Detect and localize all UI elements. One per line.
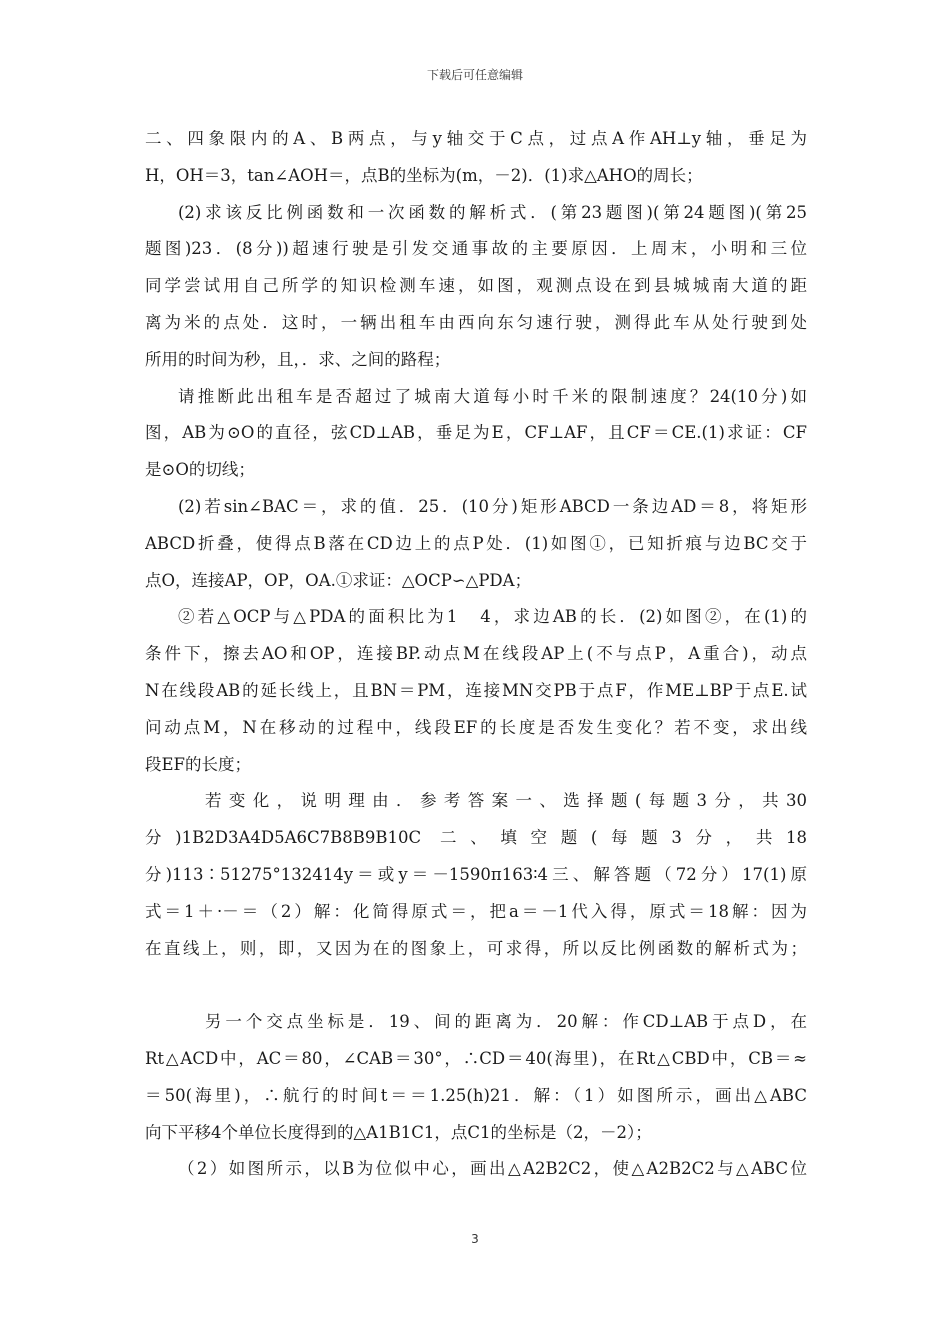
text-line: 条件下，擦去AO和OP，连接BP.动点M在线段AP上(不与点P，A重合)，动点	[145, 644, 807, 664]
text-line: 若变化，说明理由．参考答案一、选择题(每题3分，共30	[205, 791, 807, 811]
text-line: 图，AB为⊙O的直径，弦CD⊥AB，垂足为E，CF⊥AF，且CF＝CE.(1)求证：CF	[145, 423, 807, 443]
text-line: Rt△ACD中，AC＝80，∠CAB＝30°，∴CD＝40(海里)，在Rt△CBD中，CB＝≈	[145, 1048, 807, 1068]
text-line: 同学尝试用自己所学的知识检测车速，如图，观测点设在到县城城南大道的距	[145, 276, 807, 296]
page-header: 下载后可任意编辑	[426, 68, 523, 82]
text-line: 分)113∶51275°132414y＝或y＝－1590π163∶4三、解答题（72分）17(1)原	[145, 864, 807, 884]
text-line: 点O，连接AP，OP，OA.①求证：△OCP∽△PDA；	[145, 570, 532, 590]
text-line: ②若△OCP与△PDA的面积比为1 4，求边AB的长．(2)如图②，在(1)的	[178, 607, 807, 627]
text-line: 是⊙O的切线；	[145, 460, 255, 480]
text-line: (2)求该反比例函数和一次函数的解析式．(第23题图)(第24题图)(第25	[178, 202, 807, 222]
text-line: 分)1B2D3A4D5A6C7B8B9B10C 二、填空题(每题3分，共18	[145, 828, 807, 848]
text-line: N在线段AB的延长线上，且BN＝PM，连接MN交PB于点F，作ME⊥BP于点E.试	[145, 680, 807, 700]
document-body	[145, 121, 807, 1188]
text-line: 所用的时间为秒，且，．求、之间的路程；	[145, 349, 451, 369]
text-line: 另一个交点坐标是．19、间的距离为．20解：作CD⊥AB于点D，在	[205, 1012, 807, 1032]
text-line: 段EF的长度；	[145, 754, 251, 774]
text-line: 式＝1＋·－＝（2）解：化简得原式＝，把a＝－1代入得，原式＝18解：因为	[145, 901, 807, 921]
text-line: （2）如图所示，以B为位似中心，画出△A2B2C2，使△A2B2C2与△ABC位	[178, 1159, 807, 1179]
text-line: H，OH＝3，tan∠AOH＝，点B的坐标为(m，－2)．(1)求△AHO的周长；	[145, 165, 703, 185]
text-line: 向下平移4个单位长度得到的△A1B1C1，点C1的坐标是（2，－2）；	[145, 1122, 652, 1142]
text-line: 在直线上，则，即，又因为在的图象上，可求得，所以反比例函数的解析式为；	[145, 938, 807, 958]
text-line: (2)若sin∠BAC＝，求的值．25．(10分)矩形ABCD一条边AD＝8，将矩形	[178, 496, 807, 516]
text-line: 二、四象限内的A、B两点，与y轴交于C点，过点A作AH⊥y轴，垂足为	[145, 129, 807, 148]
text-line: 离为米的点处．这时，一辆出租车由西向东匀速行驶，测得此车从处行驶到处	[145, 312, 807, 332]
page-number: 3	[471, 1232, 479, 1246]
text-line: ABCD折叠，使得点B落在CD边上的点P处．(1)如图①，已知折痕与边BC交于	[145, 533, 807, 553]
text-line: 题图)23．(8分))超速行驶是引发交通事故的主要原因．上周末，小明和三位	[145, 239, 807, 259]
text-line: ＝50(海里)，∴航行的时间t＝＝1.25(h)21．解：（1）如图所示，画出△ABC	[145, 1085, 807, 1105]
text-line: 请推断此出租车是否超过了城南大道每小时千米的限制速度？24(10分)如	[178, 386, 807, 406]
blank-line	[145, 967, 807, 1004]
text-line: 问动点M，N在移动的过程中，线段EF的长度是否发生变化？若不变，求出线	[145, 717, 807, 737]
